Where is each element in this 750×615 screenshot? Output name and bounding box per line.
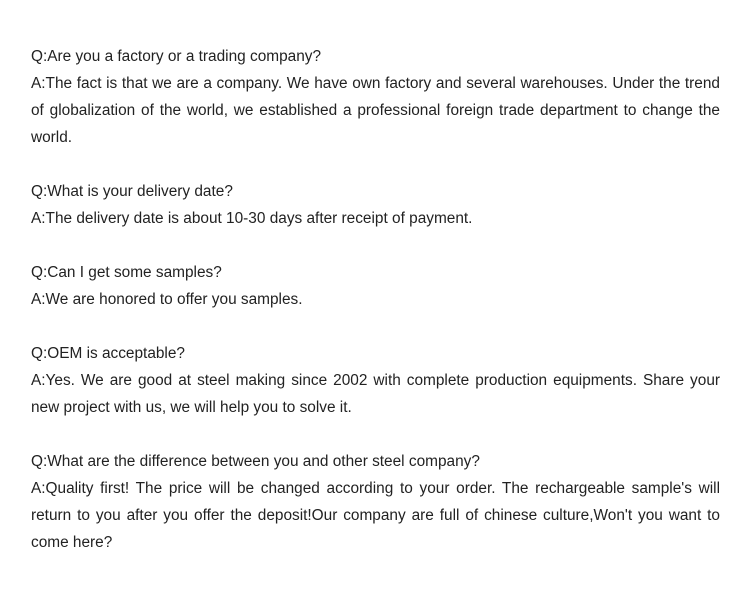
faq-answer: A:We are honored to offer you samples. (31, 291, 303, 308)
faq-question: Q:Can I get some samples? (31, 264, 222, 281)
faq-question: Q:What is your delivery date? (31, 183, 233, 200)
faq-question: Q:OEM is acceptable? (31, 345, 185, 362)
faq-answer: A:The fact is that we are a company. We have own factory and several warehouses. Under the trend of globalization of the world, we established a professional foreign trade department to change the world. (31, 75, 720, 146)
faq-item-delivery-date (31, 178, 720, 232)
faq-answer: A:Yes. We are good at steel making since 2002 with complete production equipments. Share your new project with us, we will help you to solve it. (31, 372, 720, 416)
faq-item-samples (31, 259, 720, 313)
faq-item-factory-or-trading (31, 43, 720, 151)
faq-answer: A:Quality first! The price will be changed according to your order. The rechargeable sample's will return to you after you offer the deposit!Our company are full of chinese culture,Won't you want to come here? (31, 480, 720, 551)
faq-answer: A:The delivery date is about 10-30 days after receipt of payment. (31, 210, 473, 227)
faq-question: Q:Are you a factory or a trading company? (31, 48, 322, 65)
faq-item-difference (31, 448, 720, 556)
faq-section (31, 43, 720, 583)
faq-item-oem (31, 340, 720, 421)
faq-question: Q:What are the difference between you and other steel company? (31, 453, 480, 470)
